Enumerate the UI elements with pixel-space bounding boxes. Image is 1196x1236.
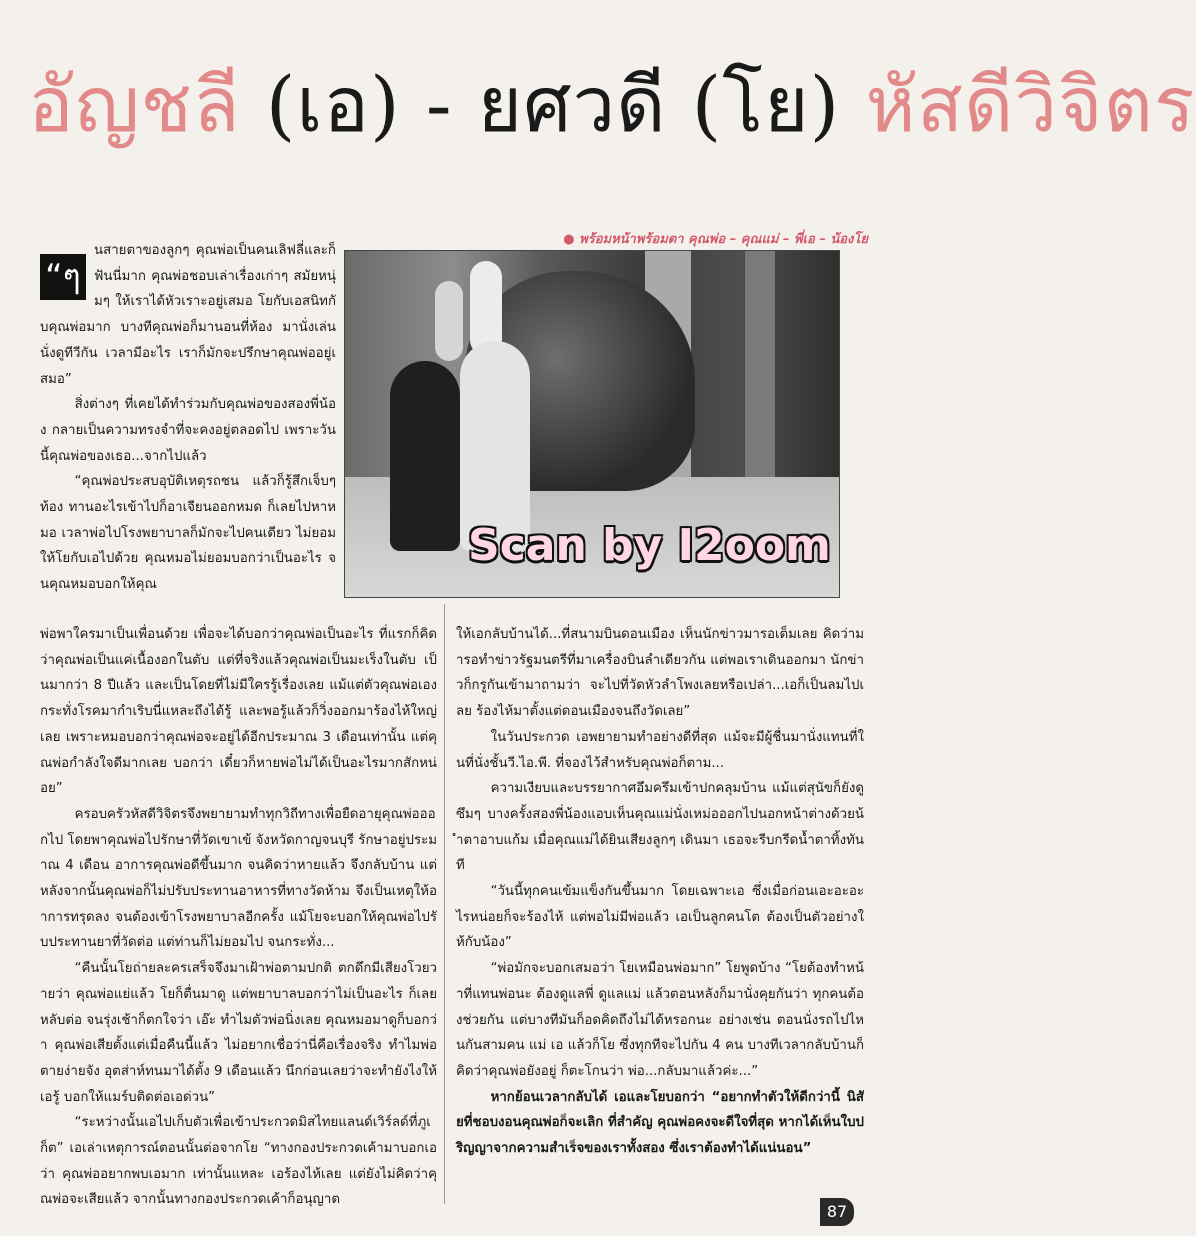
photo-caption: ● พร้อมหน้าพร้อมตา คุณพ่อ – คุณแม่ – พี่เอ – น้องโย [563,232,868,247]
closing-paragraph: หากย้อนเวลากลับได้ เอและโยบอกว่า “อยากทำตัวให้ดีกว่านี้ นิสัยที่ชอบงอนคุณพ่อก็จะเลิก ที่สำคัญ คุณพ่อคงจะดีใจที่สุด หากได้เห็นใบปริญญาจากความสำเร็จของเราทั้งสอง ซึ่งเราต้องทำได้แน่นอน” [456,1089,864,1157]
paragraph: “พ่อมักจะบอกเสมอว่า โยเหมือนพ่อมาก” โยพูดบ้าง “โยต้องทำหน้าที่แทนพ่อนะ ต้องดูแลพี่ ดูแลแม่ แล้วตอนหลังก็มานั่งคุยกันว่า ทุกคนต้องช่วยกัน แต่บางทีมันก็อดคิดถึงไม่ได้หรอกนะ อย่างเช่น ตอนนั่งรถไปไหนกันสามคน แม่ เอ แล้วก็โย ซึ่งทุกทีจะไปกัน 4 คน บางทีเวลากลับบ้านก็คิดว่าคุณพ่อยังอยู่ ก็ตะโกนว่า พ่อ...กลับมาแล้วค่ะ...” [456,961,864,1079]
paragraph: ความเงียบและบรรยากาศอึมครึมเข้าปกคลุมบ้าน แม้แต่สุนัขก็ยังดูซึมๆ บางครั้งสองพี่น้องแอบเห็นคุณแม่นั่งเหม่อออกไปนอกหน้าต่างด้วยน้ำตาอาบแก้ม เมื่อคุณแม่ได้ยินเสียงลูกๆ เดินมา เธอจะรีบกรีดน้ำตาทิ้งทันที [456,781,864,874]
article-column-1 [40,238,336,598]
article-title [28,40,1196,170]
paragraph: “วันนี้ทุกคนเข้มแข็งกันขึ้นมาก โดยเฉพาะเอ ซึ่งเมื่อก่อนเอะอะอะไรหน่อยก็จะร้องไห้ แต่พอไม่มีพ่อแล้ว เอเป็นลูกคนโต ต้องเป็นตัวอย่างให้กับน้อง” [456,884,864,951]
photo-child [435,281,463,361]
column-divider [444,604,445,1204]
paragraph: สิ่งต่างๆ ที่เคยได้ทำร่วมกับคุณพ่อของสองพี่น้อง กลายเป็นความทรงจำที่จะคงอยู่ตลอดไป เพราะวันนี้คุณพ่อของเธอ...จากไปแล้ว [40,397,336,464]
scan-watermark: Scan by I2oom [468,520,831,571]
paragraph: “คุณพ่อประสบอุบัติเหตุรถชน แล้วก็รู้สึกเจ็บๆ ท้อง ทานอะไรเข้าไปก็อาเจียนออกหมด ก็เลยไปหาหมอ เวลาพ่อไปโรงพยาบาลก็มักจะไปคนเดียว ไม่ยอมให้โยกับเอไปด้วย คุณหมอไม่ยอมบอกว่าเป็นอะไร จนคุณหมอบอกให้คุณ [40,474,336,593]
paragraph: ในวันประกวด เอพยายามทำอย่างดีที่สุด แม้จะมีผู้ชื่นมานั่งแทนที่ในที่นั่งชั้นวี.ไอ.พี. ที่จองไว้สำหรับคุณพ่อก็ตาม... [456,729,864,771]
paragraph: พ่อพาใครมาเป็นเพื่อนด้วย เพื่อจะได้บอกว่าคุณพ่อเป็นอะไร ที่แรกก็คิดว่าคุณพ่อเป็นแค่เนื้องอกในตับ แต่ที่จริงแล้วคุณพ่อเป็นมะเร็งในตับ เป็นมากว่า 8 ปีแล้ว และเป็นโดยที่ไม่มีใครรู้เรื่องเลย แม้แต่ตัวคุณพ่อเอง กระทั่งโรคมากำเริบนี่แหละถึงได้รู้ และพอรู้แล้วก็วิ่งออกมาร้องไห้ใหญ่เลย เพราะหมอบอกว่าคุณพ่อจะอยู่ได้อีกประมาณ 3 เดือนเท่านั้น แต่คุณพ่อกำลังใจดีมากเลย บอกว่า เดี๋ยวก็หายพ่อไม่ได้เป็นอะไรมากสักหน่อย” [40,627,437,797]
photo-mother [390,361,460,551]
title-nickname-1: (เอ) [265,60,401,149]
paragraph: ครอบครัวหัสดีวิจิตรจึงพยายามทำทุกวิถีทางเพื่อยืดอายุคุณพ่อออกไป โดยพาคุณพ่อไปรักษาที่วัดเขาเข้ จังหวัดกาญจนบุรี รักษาอยู่ประมาณ 4 เดือน อาการคุณพ่อดีขึ้นมาก จนคิดว่าหายแล้ว จึงกลับบ้าน แต่หลังจากนั้นคุณพ่อก็ไม่ปรับประทานอาหารที่ทางวัดห้าม จึงเป็นเหตุให้อาการทรุดลง จนต้องเข้าโรงพยาบาลอีกครั้ง แม้โยจะบอกให้คุณพ่อไปรับประทานยาที่วัดต่อ แต่ท่านก็ไม่ยอมไป จนกระทั่ง... [40,806,437,951]
article-column-3 [456,622,864,1162]
article-column-2 [40,622,437,1213]
paragraph: นสายตาของลูกๆ คุณพ่อเป็นคนเลิฟลี่และก็ฟันนี่มาก คุณพ่อชอบเล่าเรื่องเก่าๆ สมัยหนุ่มๆ ให้เราได้หัวเราะอยู่เสมอ โยกับเอสนิทกับคุณพ่อมาก บางทีคุณพ่อก็มานอนที่ห้อง มานั่งเล่น นั่งดูทีวีกัน เวลามีอะไร เราก็มักจะปรึกษาคุณพ่ออยู่เสมอ” [40,243,336,387]
page-number: 87 [820,1198,854,1226]
paragraph: “คืนนั้นโยถ่ายละครเสร็จจึงมาเฝ้าพ่อตามปกติ ตกดึกมีเสียงโวยวายว่า คุณพ่อแย่แล้ว โยก็ตื่นมาดู แต่พยาบาลบอกว่าไม่เป็นอะไร ก็เลยหลับต่อ จนรุ่งเช้าก็ตกใจว่า เอ๊ะ ทำไมตัวพ่อนิ่งเลย คุณหมอมาดูก็บอกว่า คุณพ่อเสียตั้งแต่เมื่อคืนนี้แล้ว ไม่อยากเชื่อว่านี่คือเรื่องจริง ทำไมพ่อตายง่ายจัง อุตส่าห์ทนมาได้ตั้ง 9 เดือนแล้ว นึกก่อนเลยว่าจะทำยังไงให้เอรู้ บอกให้แมร์บติดต่อเอด่วน” [40,961,437,1105]
paragraph: “ระหว่างนั้นเอไปเก็บตัวเพื่อเข้าประกวดมิสไทยแลนด์เวิร์ลด์ที่ภูเก็ต” เอเล่าเหตุการณ์ตอนนั้นต่อจากโย “ทางกองประกวดเค้ามาบอกเอว่า คุณพ่ออยากพบเอมาก เท่านั้นแหละ เอร้องไห้เลย แต่ยังไม่คิดว่าคุณพ่อจะเสียแล้ว จากนั้นทางกองประกวดเค้าก็อนุญาต [40,1115,437,1208]
title-name-2: - ยศวดี [425,60,667,149]
title-name-1: อัญชลี [28,60,241,149]
title-surname: หัสดีวิจิตร [865,60,1196,149]
title-nickname-2: (โย) [691,60,841,149]
drop-cap: “ๆ [40,254,86,300]
paragraph: ให้เอกลับบ้านได้...ที่สนามบินดอนเมือง เห็นนักข่าวมารอเต็มเลย คิดว่ามารอทำข่าวรัฐมนตรีที่มาเครื่องบินลำเดียวกัน แต่พอเราเดินออกมา นักข่าวก็กรูกันเข้ามาถามว่า จะไปที่วัดหัวลำโพงเลยหรือเปล่า...เอก็เป็นลมไปเลย ร้องไห้มาตั้งแต่ดอนเมืองจนถึงวัดเลย” [456,627,864,720]
